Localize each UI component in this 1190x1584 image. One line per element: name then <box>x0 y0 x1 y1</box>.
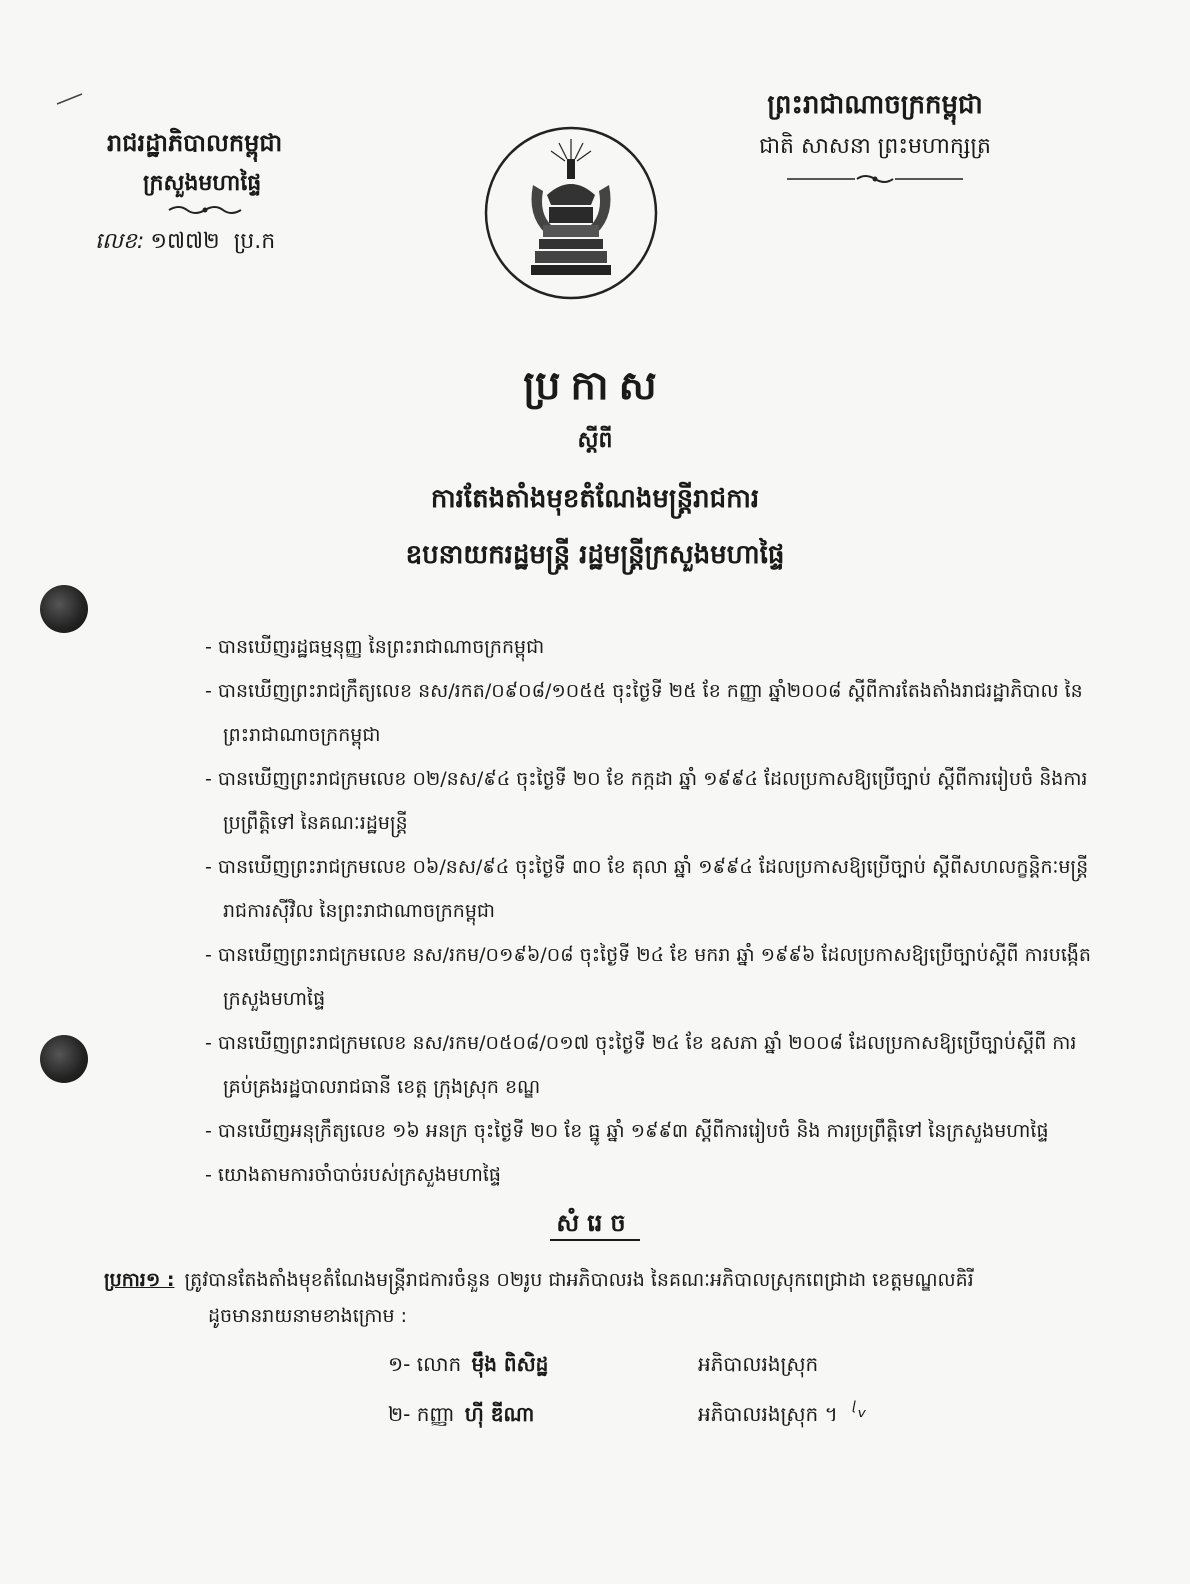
subject-line-2: ឧបនាយករដ្ឋមន្ត្រី រដ្ឋមន្ត្រីក្រសួងមហាផ្ទៃ <box>405 540 785 570</box>
punch-hole-bottom <box>40 1035 88 1083</box>
appointee-index: ១- <box>388 1352 411 1376</box>
handwritten-mark: ᶩᵥ <box>852 1398 867 1423</box>
pen-mark-icon <box>55 92 85 106</box>
appointee-position: អភិបាលរងស្រុក <box>698 1352 819 1376</box>
appointee-title: លោក <box>416 1352 462 1376</box>
appointee-name <box>388 1351 548 1381</box>
preamble-list <box>205 625 1100 1197</box>
article-continuation: ដូចមានរាយនាមខាងក្រោម : <box>208 1305 408 1327</box>
ref-value: ១៧៧២ <box>150 229 220 254</box>
decision-heading <box>0 1208 1190 1243</box>
appointee-index: ២- <box>388 1402 411 1426</box>
about-label: ស្តីពី <box>577 428 613 453</box>
preamble-item: - បានឃើញអនុក្រឹត្យលេខ ១៦ អនក្រ ចុះថ្ងៃទី ២០ ខែ ធ្នូ ឆ្នាំ ១៩៩៣ ស្តីពីការរៀបចំ និង ការប្រព្រឹត្តិទៅ នៃក្រសួងមហាផ្ទៃ <box>205 1120 1049 1142</box>
preamble-item: - បានឃើញព្រះរាជក្រមលេខ នស/រកម/០១៩៦/០៨ ចុះថ្ងៃទី ២៤ ខែ មករា ឆ្នាំ ១៩៩៦ ដែលប្រកាសឱ្យប្រើច្បាប់ស្តីពី ការបង្កើតក្រសួងមហាផ្ទៃ <box>205 944 1091 1010</box>
subject-line-1: ការតែងតាំងមុខតំណែងមន្ត្រីរាជការ <box>430 484 760 514</box>
preamble-item: - បានឃើញរដ្ឋធម្មនុញ្ញ នៃព្រះរាជាណាចក្រកម្ពុជា <box>205 636 545 658</box>
preamble-item: - បានឃើញព្រះរាជក្រមលេខ ០៦/នស/៩៤ ចុះថ្ងៃទី ៣០ ខែ តុលា ឆ្នាំ ១៩៩៤ ដែលប្រកាសឱ្យប្រើច្បាប់ ស្តីពីសហលក្ខន្តិកៈមន្ត្រី រាជការស៊ីវិល នៃព្រះរាជាណាចក្រកម្ពុជា <box>205 856 1089 922</box>
ornament-icon <box>165 203 245 217</box>
preamble-item: - បានឃើញព្រះរាជក្រមលេខ នស/រកម/០៥០៨/០១៧ ចុះថ្ងៃទី ២៤ ខែ ឧសភា ឆ្នាំ ២០០៨ ដែលប្រកាសឱ្យប្រើច្បាប់ស្តីពី ការគ្រប់គ្រងរដ្ឋបាលរាជធានី ខេត្ត ក្រុងស្រុក ខណ្ឌ <box>205 1032 1077 1098</box>
preamble-item: - បានឃើញព្រះរាជក្រឹត្យលេខ នស/រកត/០៩០៨/១០៥៥ ចុះថ្ងៃទី ២៥ ខែ កញ្ញា ឆ្នាំ២០០៨ ស្តីពីការតែងតាំងរាជរដ្ឋាភិបាល នៃព្រះរាជាណាចក្រកម្ពុជា <box>205 680 1083 746</box>
punch-hole-top <box>40 585 88 633</box>
appointee-position: អភិបាលរងស្រុក ។ <box>698 1402 838 1426</box>
appointee-name <box>388 1401 534 1431</box>
government-name: រាជរដ្ឋាភិបាលកម្ពុជា <box>107 129 283 157</box>
appointee-title: កញ្ញា <box>416 1402 455 1426</box>
ornament-icon <box>785 172 965 186</box>
reference-number <box>95 227 385 259</box>
ref-label: លេខ: <box>95 229 145 254</box>
kingdom-name: ព្រះរាជាណាចក្រកម្ពុជា <box>767 90 983 120</box>
ministry-name: ក្រសួងមហាផ្ទៃ <box>143 171 262 196</box>
preamble-item: - យោងតាមការចាំបាច់របស់ក្រសួងមហាផ្ទៃ <box>205 1164 501 1186</box>
appointee-fullname: ម៉ឹង ពិសិដ្ឋ <box>471 1352 549 1376</box>
appointee-fullname: ហ៊ី ឌីណា <box>464 1402 535 1426</box>
preamble-item: - បានឃើញព្រះរាជក្រមលេខ ០២/នស/៩៤ ចុះថ្ងៃទី ២០ ខែ កក្កដា ឆ្នាំ ១៩៩៤ ដែលប្រកាសឱ្យប្រើច្បាប់ ស្តីពីការរៀបចំ និងការប្រព្រឹត្តិទៅ នៃគណៈរដ្ឋមន្ត្រី <box>205 768 1088 834</box>
national-motto: ជាតិ សាសនា ព្រះមហាក្សត្រ <box>759 134 991 159</box>
ref-suffix: ប្រ.ក <box>233 229 276 254</box>
document-type: ប្រកាស <box>523 363 667 409</box>
royal-emblem-icon <box>483 125 659 301</box>
left-header <box>95 128 385 259</box>
decision-heading-text: សំរេច <box>550 1209 639 1241</box>
article-text: ត្រូវបានតែងតាំងមុខតំណែងមន្ត្រីរាជការចំនួន ០២រូប ជាអភិបាលរង នៃគណៈអភិបាលស្រុកពេជ្រាដា ខេត្តមណ្ឌលគិរី <box>184 1269 974 1291</box>
article-label: ប្រការ១ : <box>104 1269 175 1291</box>
article-1 <box>104 1258 1124 1302</box>
right-header <box>730 88 1020 186</box>
